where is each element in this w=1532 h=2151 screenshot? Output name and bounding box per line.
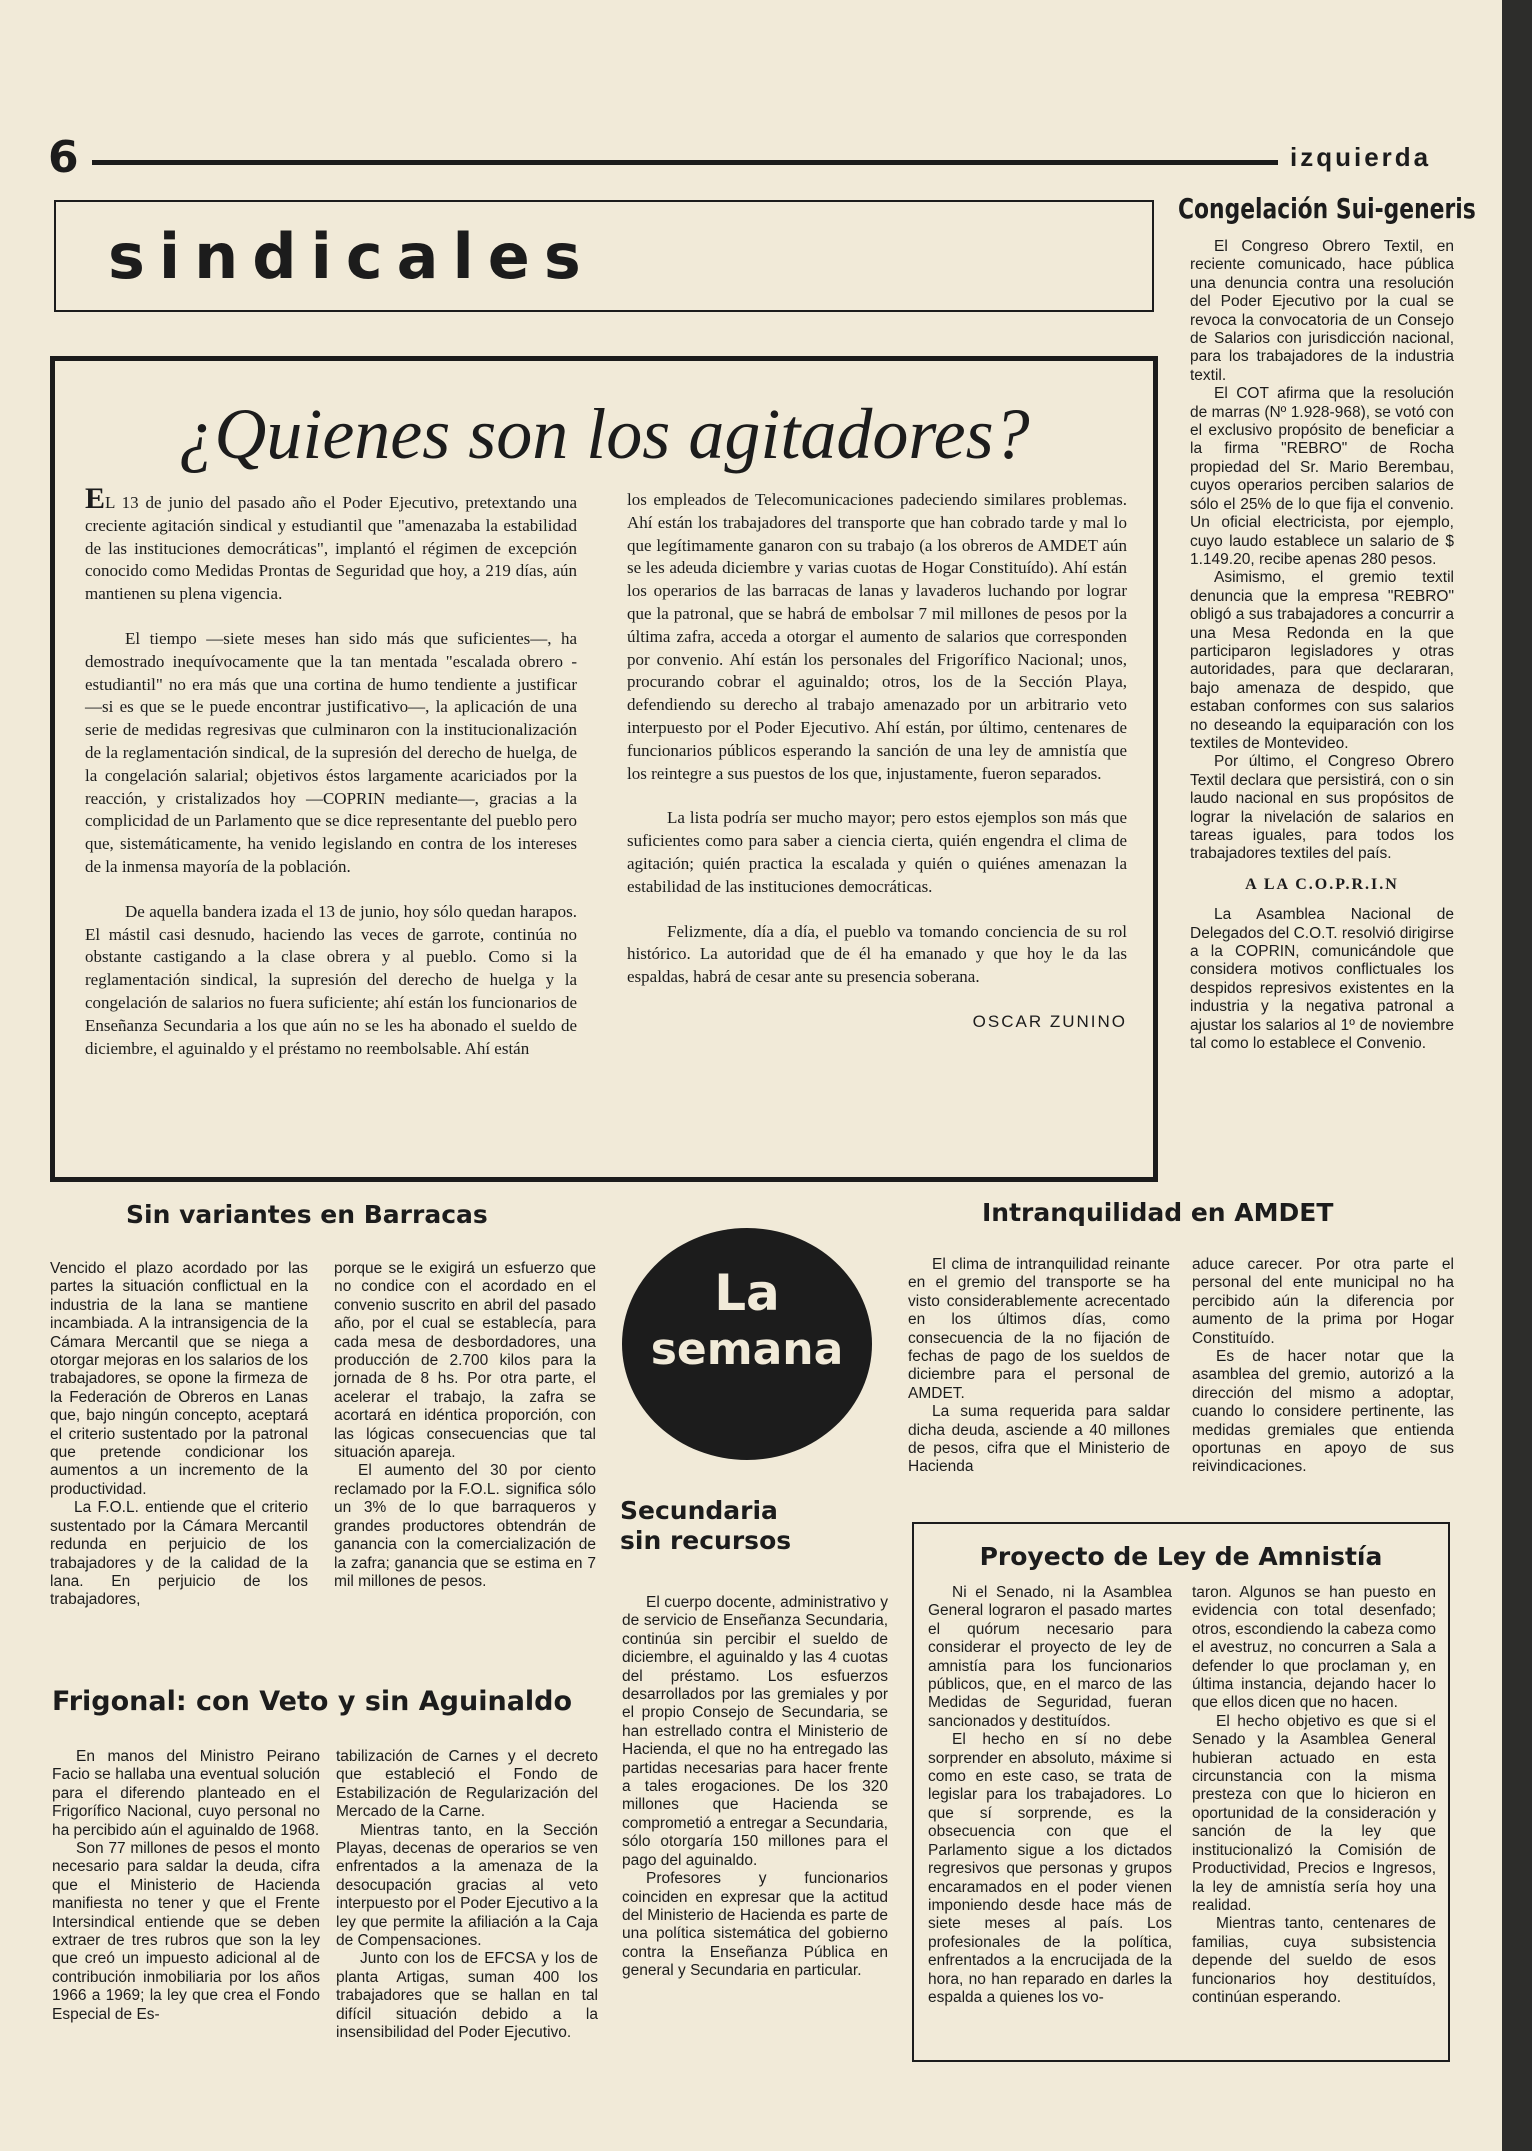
main-article-right-column: [627, 489, 1127, 1034]
paragraph: Asimismo, el gremio textil denuncia que la empresa "REBRO" obligó a sus trabajadores a concurrir a una Mesa Redonda en la que participaron legisladores y otras autoridades, para que declararan, bajo amenaza de despido, que estaban conformes con sus salarios no deseando la equiparación con los textiles de Montevideo.: [1190, 569, 1454, 752]
paragraph: porque se le exigirá un esfuerzo que no condice con el acordado en el convenio suscrito en abril del pasado año, por el cual se establecía, para cada mesa de desbordadores, una producción de 2.700 kilos para la jornada de 8 hs. Por otra parte, el acelerar el trabajo, la zafra se acortará en idéntica proporción, con las lógicas consecuencias que tal situación apareja.: [334, 1260, 596, 1462]
main-article-left-column: [85, 482, 577, 1082]
paragraph: Por último, el Congreso Obrero Textil declara que persistirá, con o sin laudo nacional en sus propósitos de lograr la nivelación de salarios en tareas iguales, para todos los trabajadores textiles del país.: [1190, 753, 1454, 863]
page-number: 6: [48, 132, 79, 183]
amdet-right-column: [1192, 1256, 1454, 1477]
paragraph: taron. Algunos se han puesto en evidencia con total desenfado; otros, escondiendo la cabeza como el avestruz, no concurren a Sala a defender lo que proclaman y, en última instancia, dejando hacer lo que ellos dicen que no hacen.: [1192, 1584, 1436, 1712]
paragraph: Profesores y funcionarios coinciden en expresar que la actitud del Ministerio de Hacienda es parte de una política sistemática del gobierno contra la Enseñanza Pública en general y Secundaria en particular.: [622, 1870, 888, 1980]
frigonal-left-column: [52, 1748, 320, 2024]
section-title-box: [54, 200, 1154, 312]
main-article-title: ¿Quienes son los agitadores?: [178, 394, 1030, 474]
paragraph: El tiempo —siete meses han sido más que suficientes—, ha demostrado inequívocamente que la tan mentada "escalada obrero - estudiantil" no era más que una cortina de humo tendiente a justificar —si es que se le puede encontrar justificativo—, la aplicación de una serie de medidas regresivas que culminaron con la institucionalización de la reglamentación sindical, de la supresión del derecho de huelga, de la congelación salarial; objetivos éstos largamente acariciados por la reacción, y cristalizados hoy —COPRIN mediante—, gracias a la complicidad de un Parlamento que se dice representante del pueblo pero que, sistemáticamente, ha venido legislando en contra de los intereses de la inmensa mayoría de la población.: [85, 628, 577, 876]
paragraph: Mientras tanto, centenares de familias, cuya subsistencia depende del sueldo de esos funcionarios hoy destituídos, continúan esperando.: [1192, 1915, 1436, 2006]
paragraph: El Congreso Obrero Textil, en reciente comunicado, hace pública una denuncia contra una resolución del Poder Ejecutivo por la cual se revoca la convocatoria de un Consejo de Salarios con jurisdicción nacional, para los trabajadores de la industria textil.: [1190, 238, 1454, 384]
paragraph: La F.O.L. entiende que el criterio sustentado por la Cámara Mercantil redunda en perjuicio de los trabajadores y de la calidad de la lana. En perjuicio de los trabajadores,: [50, 1499, 308, 1609]
paragraph: Son 77 millones de pesos el monto necesario para saldar la deuda, cifra que el Ministerio de Hacienda manifiesta no tener y que el Frente Intersindical entiende que se deben extraer de tres rubros que son la ley que creó un impuesto adicional al de contribución inmobiliaria por los años 1966 a 1969; la ley que crea el Fondo Especial de Es-: [52, 1840, 320, 2023]
paragraph: aduce carecer. Por otra parte el personal del ente municipal no ha percibido aún la diferencia por aumento de la prima por Hogar Constituído.: [1192, 1256, 1454, 1347]
secundaria-title: Secundaria sin recursos: [620, 1496, 792, 1555]
la-semana-badge: [622, 1228, 872, 1460]
paragraph: Es de hacer notar que la asamblea del gremio, autorizó a la dirección del mismo a adoptar, cuando lo considere pertinente, las medidas gremiales que entienda oportunas en apoyo de sus reivindicaciones.: [1192, 1348, 1454, 1476]
congelacion-body: [1190, 238, 1454, 1053]
congelacion-subhead: A LA C.O.P.R.I.N: [1245, 875, 1399, 893]
paragraph: Mientras tanto, en la Sección Playas, decenas de operarios se ven enfrentados a la amenaza de la desocupación gracias al veto interpuesto por el Poder Ejecutivo a la ley que permite la afiliación a la Caja de Compensaciones.: [336, 1821, 598, 1950]
barracas-left-column: [50, 1260, 308, 1610]
paragraph: La lista podría ser mucho mayor; pero estos ejemplos son más que suficientes como para saber a ciencia cierta, quién engendra el clima de agitación; quién practica la escalada y quién o quiénes amenazan la estabilidad de las instituciones democráticas.: [627, 808, 1127, 896]
author-signature: OSCAR ZUNINO: [972, 1011, 1127, 1031]
paragraph: De aquella bandera izada el 13 de junio, hoy sólo quedan harapos. El mástil casi desnudo, haciendo las veces de garrote, continúa no obstante castigando a la clase obrera y al pueblo. Como si la reglamentación sindical, la supresión del derecho de huelga y la congelación de salarios no fuera suficiente; ahí están los funcionarios de Enseñanza Secundaria a los que aún no se les ha abonado el sueldo de diciembre, el aguinaldo y el préstamo no reembolsable. Ahí están: [85, 901, 577, 1058]
secundaria-body: [622, 1594, 888, 1981]
paragraph: La Asamblea Nacional de Delegados del C.O.T. resolvió dirigirse a la COPRIN, comunicándole que considera motivos conflictuales los despidos represivos existentes en la industria y la negativa patronal a ajustar los salarios al 1º de noviembre tal como lo establece el Convenio.: [1190, 906, 1454, 1053]
la-semana-line2: semana: [650, 1324, 844, 1375]
dropcap: E: [85, 482, 106, 515]
barracas-title: Sin variantes en Barracas: [126, 1200, 488, 1229]
main-article-box: [50, 356, 1158, 1182]
paragraph: El COT afirma que la resolución de marras (Nº 1.928-968), se votó con el exclusivo propósito de beneficiar a la firma "REBRO" de Rocha propiedad del Sr. Mario Berembau, cuyos operarios perciben salarios de sólo el 25% de lo que fija el convenio. Un oficial electricista, por ejemplo, cuyo laudo establece un salario de $ 1.149.20, recibe apenas 280 pesos.: [1190, 385, 1454, 568]
paragraph: EL 13 de junio del pasado año el Poder Ejecutivo, pretextando una creciente agitación sindical y estudiantil que "amenazaba la estabilidad de las instituciones democráticas", implantó el régimen de excepción conocido como Medidas Prontas de Seguridad que hoy, a 219 días, aún mantienen su plena vigencia.: [85, 482, 577, 604]
paragraph: El cuerpo docente, administrativo y de servicio de Enseñanza Secundaria, continúa sin percibir el sueldo de diciembre, el aguinaldo y las 4 cuotas del préstamo. Los esfuerzos desarrollados por las gremiales y por el propio Consejo de Secundaria, se han estrellado contra el Ministerio de Hacienda, el que no ha entregado las partidas necesarias para hacer frente a tales erogaciones. De los 320 millones que Hacienda se comprometió a entregar a Secundaria, sólo otorgaría 150 millones para el pago del aguinaldo.: [622, 1594, 888, 1869]
newspaper-name: izquierda: [1290, 142, 1432, 172]
amnistia-title: Proyecto de Ley de Amnistía: [979, 1542, 1383, 1571]
paragraph: Junto con los de EFCSA y los de planta Artigas, suman 400 los trabajadores que se hallan en tal difícil situación debido a la insensibilidad del Poder Ejecutivo.: [336, 1950, 598, 2042]
paragraph: Vencido el plazo acordado por las partes la situación conflictual en la industria de la lana se mantiene incambiada. A la intransigencia de la Cámara Mercantil que se niega a otorgar mejoras en los salarios de los trabajadores, se opone la firmeza de la Federación de Obreros en Lanas que, bajo ningún concepto, aceptará el criterio sustentado por la patronal que pretende condicionar los aumentos a un incremento de la productividad.: [50, 1260, 308, 1498]
paragraph: El clima de intranquilidad reinante en el gremio del transporte se ha visto considerablemente acrecentado en los últimos días, como consecuencia de la no fijación de fechas de pago de los sueldos de diciembre para el personal de AMDET.: [908, 1256, 1170, 1402]
page-edge-shadow: [1502, 0, 1532, 2151]
frigonal-title: Frigonal: con Veto y sin Aguinaldo: [52, 1686, 573, 1717]
la-semana-line1: La: [714, 1264, 780, 1322]
paragraph: los empleados de Telecomunicaciones padeciendo similares problemas. Ahí están los trabajadores del transporte que han cobrado tarde y mal lo que legítimamente ganaron con su trabajo (a los obreros de AMDET aún se les adeuda diciembre y varias cuotas de Hogar Constituído). Ahí están los operarios de las barracas de lanas y lavaderos luchando por lograr que la patronal, que se habrá de embolsar 7 mil millones de pesos por la última zafra, acceda a otorgar el aumento de salarios que corresponden por convenio. Ahí están los personales del Frigorífico Nacional; unos, procurando cobrar el aguinaldo; otros, los de la Sección Playa, defendiendo su derecho al trabajo amenazado por un arbitrario veto interpuesto por el Poder Ejecutivo. Ahí están, por último, centenares de funcionarios públicos esperando la sanción de una ley de amnistía que los reintegre a sus puestos de los que, injustamente, fueron separados.: [627, 490, 1127, 783]
amnistia-right-column: [1192, 1584, 1436, 2007]
frigonal-right-column: [336, 1748, 598, 2043]
paragraph: Ni el Senado, ni la Asamblea General lograron el pasado martes el quórum necesario para considerar el proyecto de ley de amnistía para los funcionarios públicos, que, en el marco de las Medidas de Seguridad, fueran sancionados y destituídos.: [928, 1584, 1172, 1730]
paragraph: Felizmente, día a día, el pueblo va tomando conciencia de su rol histórico. La autoridad que de él ha emanado y que hoy le da las espaldas, habrá de cesar ante su presencia soberana.: [627, 921, 1127, 987]
amnistia-box: [912, 1522, 1450, 2062]
barracas-right-column: [334, 1260, 596, 1591]
section-title: sindicales: [108, 220, 595, 293]
paragraph: El hecho en sí no debe sorprender en absoluto, máxime si como en este caso, se trata de legislar para los trabajadores. Lo que sí sorprende, es la obsecuencia con que el Parlamento sigue a los dictados regresivos que personas y grupos encaramados en el poder vienen imponiendo desde hace más de siete meses al país. Los profesionales de la política, enfrentados a la encrucijada de la hora, no han reparado en darles la espalda a quienes los vo-: [928, 1731, 1172, 2006]
header-rule: [92, 160, 1278, 165]
amnistia-left-column: [928, 1584, 1172, 2007]
paragraph: La suma requerida para saldar dicha deuda, asciende a 40 millones de pesos, cifra que el Ministerio de Hacienda: [908, 1403, 1170, 1476]
congelacion-title: Congelación Sui-generis: [1178, 192, 1476, 225]
paragraph: tabilización de Carnes y el decreto que estableció el Fondo de Estabilización de Regularización del Mercado de la Carne.: [336, 1748, 598, 1821]
paragraph: El aumento del 30 por ciento reclamado por la F.O.L. significa sólo un 3% de lo que barraqueros y grandes productores obtendrán de ganancia con la comercialización de la zafra; ganancia que se estima en 7 mil millones de pesos.: [334, 1462, 596, 1590]
amdet-title: Intranquilidad en AMDET: [982, 1198, 1334, 1227]
paragraph: El hecho objetivo es que si el Senado y la Asamblea General hubieran actuado en esta circunstancia con la misma presteza con que lo hicieron en oportunidad de la consideración y sanción de la ley que institucionalizó la Comisión de Productividad, Precios e Ingresos, la ley de amnistía sería hoy una realidad.: [1192, 1712, 1436, 1914]
amdet-left-column: [908, 1256, 1170, 1477]
paragraph: En manos del Ministro Peirano Facio se hallaba una eventual solución para el diferendo planteado en el Frigorífico Nacional, cuyo personal no ha percibido aún el aguinaldo de 1968.: [52, 1748, 320, 1839]
